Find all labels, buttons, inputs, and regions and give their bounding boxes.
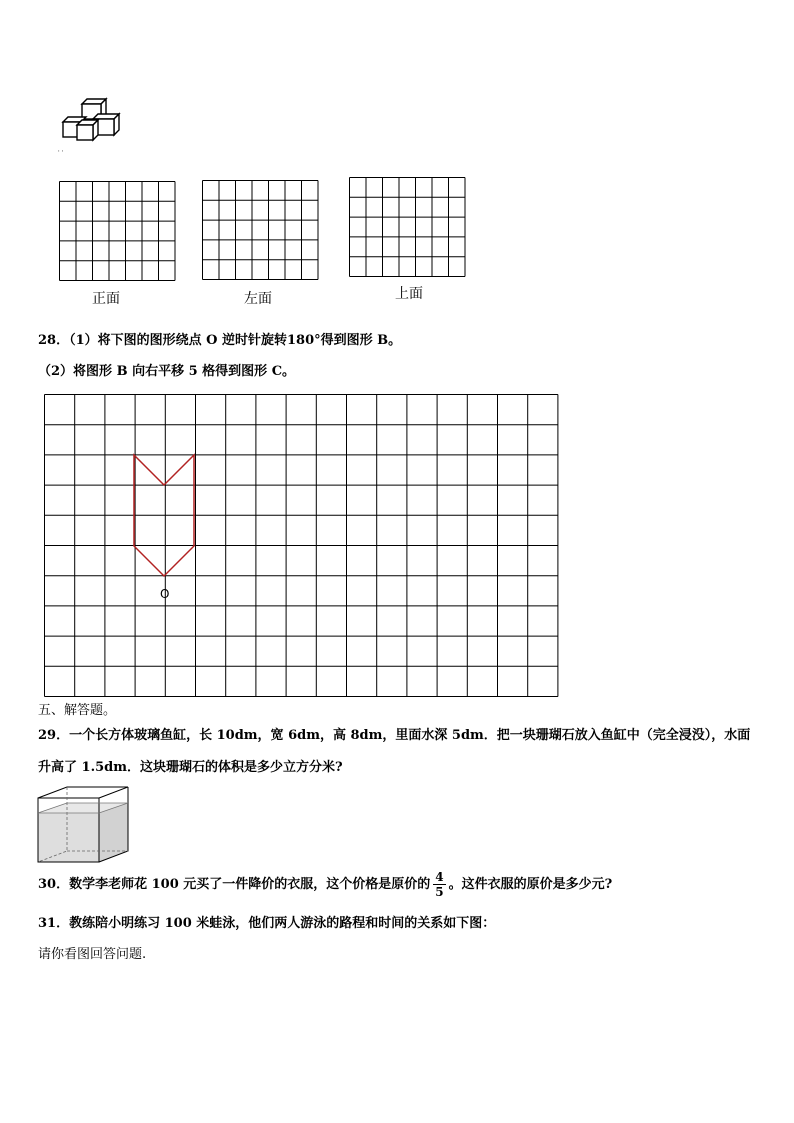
question-31-line2: 请你看图回答问题. <box>38 947 147 962</box>
rotation-grid[interactable] <box>44 394 560 698</box>
fraction-4-5 <box>433 870 445 899</box>
question-31-line1: 31．教练陪小明练习 100 米蛙泳，他们两人游泳的路程和时间的关系如下图： <box>38 916 496 931</box>
question-29-line1: 29．一个长方体玻璃鱼缸，长 10dm，宽 6dm，高 8dm，里面水深 5dm．把一块珊瑚石放入鱼缸中（完全浸没），水面 <box>38 728 751 743</box>
svg-text:' ': ' ' <box>58 150 64 157</box>
front-view-label: 正面 <box>92 291 120 307</box>
fraction-numerator: 4 <box>435 870 444 884</box>
question-30 <box>38 870 612 899</box>
fish-tank-figure <box>37 786 131 864</box>
question-29-line2: 升高了 1.5dm．这块珊瑚石的体积是多少立方分米? <box>38 760 343 775</box>
question-28-part1: 28．（1）将下图的图形绕点 O 逆时针旋转180°得到图形 B。 <box>38 333 402 348</box>
question-30-text-end: 。这件衣服的原价是多少元? <box>448 877 613 892</box>
point-o-label: O <box>160 587 170 601</box>
fraction-denominator: 5 <box>435 885 444 899</box>
top-view-label: 上面 <box>395 286 423 302</box>
left-view-label: 左面 <box>244 291 272 307</box>
section-5-heading: 五、解答题。 <box>38 703 117 718</box>
cube-stack-figure <box>55 95 125 157</box>
question-30-text: 30．数学李老师花 100 元买了一件降价的衣服，这个价格是原价的 <box>38 877 431 892</box>
left-view-grid[interactable] <box>202 180 319 280</box>
top-view-grid[interactable] <box>349 177 466 277</box>
question-28-part2: （2）将图形 B 向右平移 5 格得到图形 C。 <box>38 364 296 379</box>
front-view-grid[interactable] <box>59 181 176 281</box>
